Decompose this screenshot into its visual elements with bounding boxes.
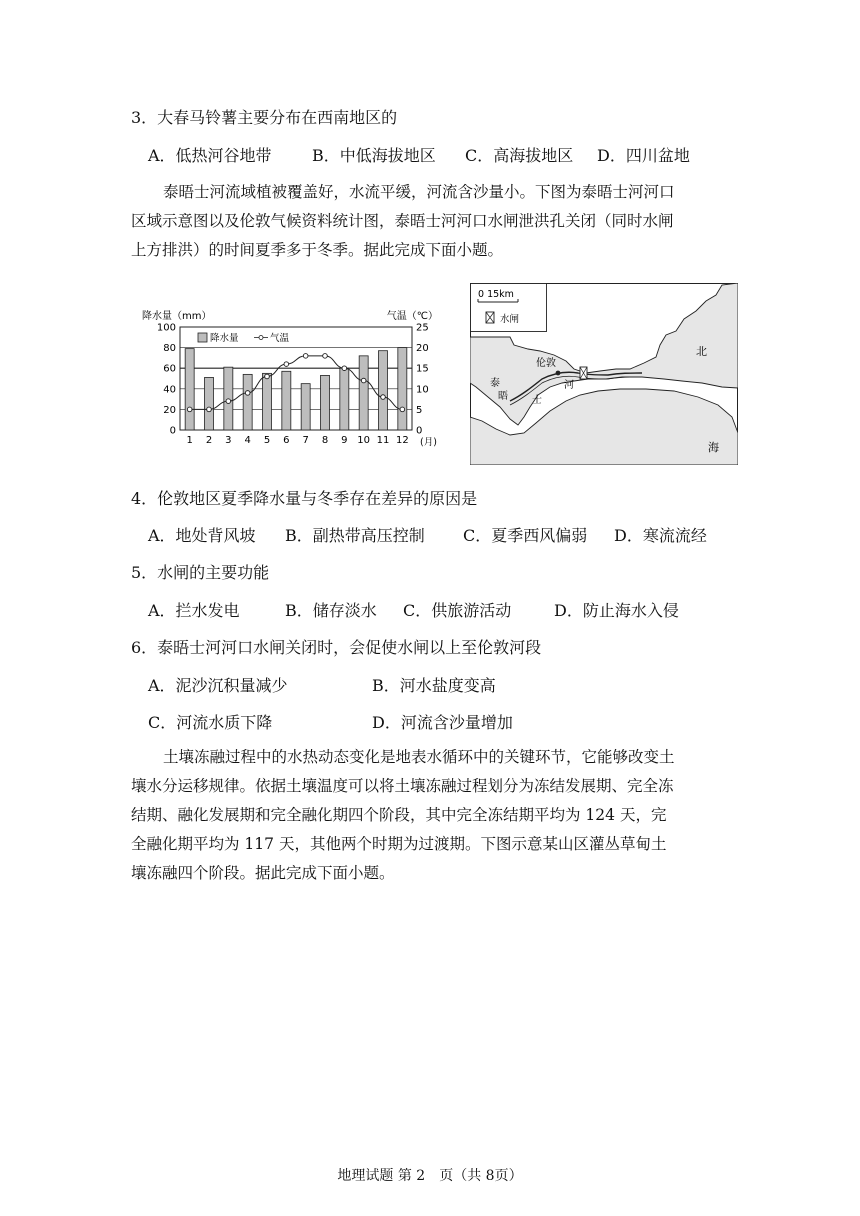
temperature-point bbox=[361, 378, 366, 383]
sluice-gate-icon bbox=[580, 367, 587, 379]
temperature-point bbox=[303, 354, 308, 359]
map-label-bei: 北 bbox=[696, 345, 707, 358]
q5-stem: 5．水闸的主要功能 bbox=[131, 563, 270, 582]
precip-bar bbox=[301, 384, 310, 430]
temperature-point bbox=[187, 407, 192, 412]
chart-ytick-right: 20 bbox=[416, 343, 429, 355]
chart-ytick-right: 15 bbox=[416, 363, 429, 375]
chart-xtick: 10 bbox=[357, 435, 371, 446]
page-footer: 地理试题 第 2 页（共 8页） bbox=[337, 1168, 523, 1184]
chart-ytick-right: 10 bbox=[416, 384, 429, 396]
map-label-london: 伦敦 bbox=[536, 358, 556, 369]
chart-xtick: 2 bbox=[205, 435, 213, 446]
chart-ytick-left: 100 bbox=[156, 322, 176, 334]
temperature-point bbox=[207, 407, 212, 412]
q5-option-d: D．防止海水入侵 bbox=[554, 601, 679, 620]
q6-option-d: D．河流含沙量增加 bbox=[372, 713, 513, 732]
temperature-point bbox=[245, 391, 250, 396]
q4-option-d: D．寒流流经 bbox=[614, 526, 707, 545]
q6-stem: 6．泰晤士河河口水闸关闭时，会促使水闸以上至伦敦河段 bbox=[131, 638, 542, 657]
temperature-point bbox=[226, 399, 231, 404]
sluice-gate-legend-icon bbox=[486, 312, 494, 323]
chart-ytick-left: 0 bbox=[169, 425, 176, 437]
temperature-line bbox=[190, 356, 403, 410]
q6-option-b: B．河水盐度变高 bbox=[372, 676, 496, 695]
q5-option-a: A．拦水发电 bbox=[148, 601, 240, 620]
temperature-point bbox=[400, 407, 405, 412]
thames-estuary-map bbox=[470, 283, 738, 465]
q3-option-d: D．四川盆地 bbox=[597, 146, 690, 165]
passage-thames bbox=[131, 178, 735, 265]
chart-ytick-left: 20 bbox=[163, 404, 176, 416]
chart-ytick-right: 25 bbox=[416, 322, 429, 334]
chart-ytick-left: 40 bbox=[163, 384, 176, 396]
precip-bar bbox=[185, 349, 194, 430]
chart-xtick: 12 bbox=[395, 435, 409, 446]
chart-ytick-left: 80 bbox=[163, 343, 176, 355]
q5-option-c: C．供旅游活动 bbox=[403, 601, 512, 620]
q3-stem: 3．大春马铃薯主要分布在西南地区的 bbox=[131, 108, 398, 127]
map-label-shi: 士 bbox=[532, 395, 542, 406]
legend-line-marker bbox=[259, 336, 263, 340]
precip-bar bbox=[282, 371, 291, 430]
q6-option-c: C．河流水质下降 bbox=[148, 713, 273, 732]
q3-option-c: C．高海拔地区 bbox=[465, 146, 574, 165]
passage-soil-line: 壤冻融四个阶段。据此完成下面小题。 bbox=[131, 864, 395, 882]
map-label-wu: 晤 bbox=[498, 391, 508, 402]
q5-option-b: B．储存淡水 bbox=[285, 601, 377, 620]
chart-xtick: 8 bbox=[321, 435, 329, 446]
precip-bar bbox=[321, 375, 330, 430]
chart-xtick: 3 bbox=[225, 435, 232, 446]
q6-option-a: A．泥沙沉积量减少 bbox=[148, 676, 288, 695]
passage-soil-line: 全融化期平均为 117 天，其他两个时期为过渡期。下图示意某山区灌丛草甸土 bbox=[131, 835, 667, 853]
passage-soil-line: 壤水分运移规律。依据土壤温度可以将土壤冻融过程划分为冻结发展期、完全冻 bbox=[131, 777, 674, 795]
legend-bar-swatch bbox=[198, 333, 207, 342]
q4-stem: 4．伦敦地区夏季降水量与冬季存在差异的原因是 bbox=[131, 489, 478, 508]
passage-soil-line: 结期、融化发展期和完全融化期四个阶段，其中完全冻结期平均为 124 天，完 bbox=[131, 806, 667, 824]
chart-legend bbox=[198, 332, 290, 344]
chart-xtick: 1 bbox=[186, 435, 193, 446]
chart-xtick: 4 bbox=[244, 435, 251, 446]
london-marker bbox=[556, 371, 561, 376]
temperature-point bbox=[265, 374, 270, 379]
passage-thames-line: 上方排洪）的时间夏季多于冬季。据此完成下面小题。 bbox=[131, 241, 504, 259]
precip-bar bbox=[340, 368, 349, 430]
map-label-he: 河 bbox=[564, 380, 574, 391]
chart-x-unit: (月) bbox=[420, 437, 437, 448]
passage-soil-freeze-thaw bbox=[131, 743, 735, 888]
map-legend-label: 水闸 bbox=[500, 314, 520, 325]
chart-ytick-right: 0 bbox=[416, 425, 423, 437]
chart-xtick: 11 bbox=[376, 435, 390, 446]
chart-ytick-left: 60 bbox=[163, 363, 176, 375]
temperature-point bbox=[342, 366, 347, 371]
q4-option-b: B．副热带高压控制 bbox=[285, 526, 425, 545]
q4-option-a: A．地处背风坡 bbox=[148, 526, 256, 545]
temperature-point bbox=[381, 395, 386, 400]
temperature-point bbox=[323, 354, 328, 359]
passage-soil-line: 土壤冻融过程中的水热动态变化是地表水循环中的关键环节，它能够改变土 bbox=[163, 748, 675, 766]
map-label-tai: 泰 bbox=[490, 378, 500, 389]
map-label-hai: 海 bbox=[708, 441, 719, 454]
legend-bar-label: 降水量 bbox=[210, 333, 239, 344]
precip-bar bbox=[398, 348, 407, 430]
chart-xtick: 6 bbox=[283, 435, 290, 446]
q4-option-c: C．夏季西风偏弱 bbox=[463, 526, 588, 545]
q3-option-b: B．中低海拔地区 bbox=[312, 146, 436, 165]
chart-xtick: 9 bbox=[341, 435, 348, 446]
chart-xtick: 7 bbox=[302, 435, 309, 446]
legend-line-label: 气温 bbox=[270, 333, 290, 344]
precip-bar bbox=[263, 373, 272, 430]
map-scale-label: 0 15km bbox=[478, 289, 514, 300]
temperature-point bbox=[284, 362, 289, 367]
q3-option-a: A．低热河谷地带 bbox=[148, 146, 272, 165]
passage-thames-line: 泰晤士河流域植被覆盖好，水流平缓，河流含沙量小。下图为泰晤士河河口 bbox=[163, 183, 675, 201]
london-climate-chart bbox=[140, 305, 440, 457]
chart-xtick: 5 bbox=[263, 435, 271, 446]
precip-bar bbox=[205, 377, 214, 430]
chart-ylabel-right: 气温（℃） bbox=[386, 311, 438, 322]
passage-thames-line: 区域示意图以及伦敦气候资料统计图，泰晤士河河口水闸泄洪孔关闭（同时水闸 bbox=[131, 212, 674, 230]
precip-bar bbox=[359, 356, 368, 430]
chart-ytick-right: 5 bbox=[416, 404, 423, 416]
precip-bar bbox=[243, 374, 252, 430]
precip-bar bbox=[379, 351, 388, 430]
chart-ylabel-left: 降水量（mm） bbox=[142, 311, 212, 322]
